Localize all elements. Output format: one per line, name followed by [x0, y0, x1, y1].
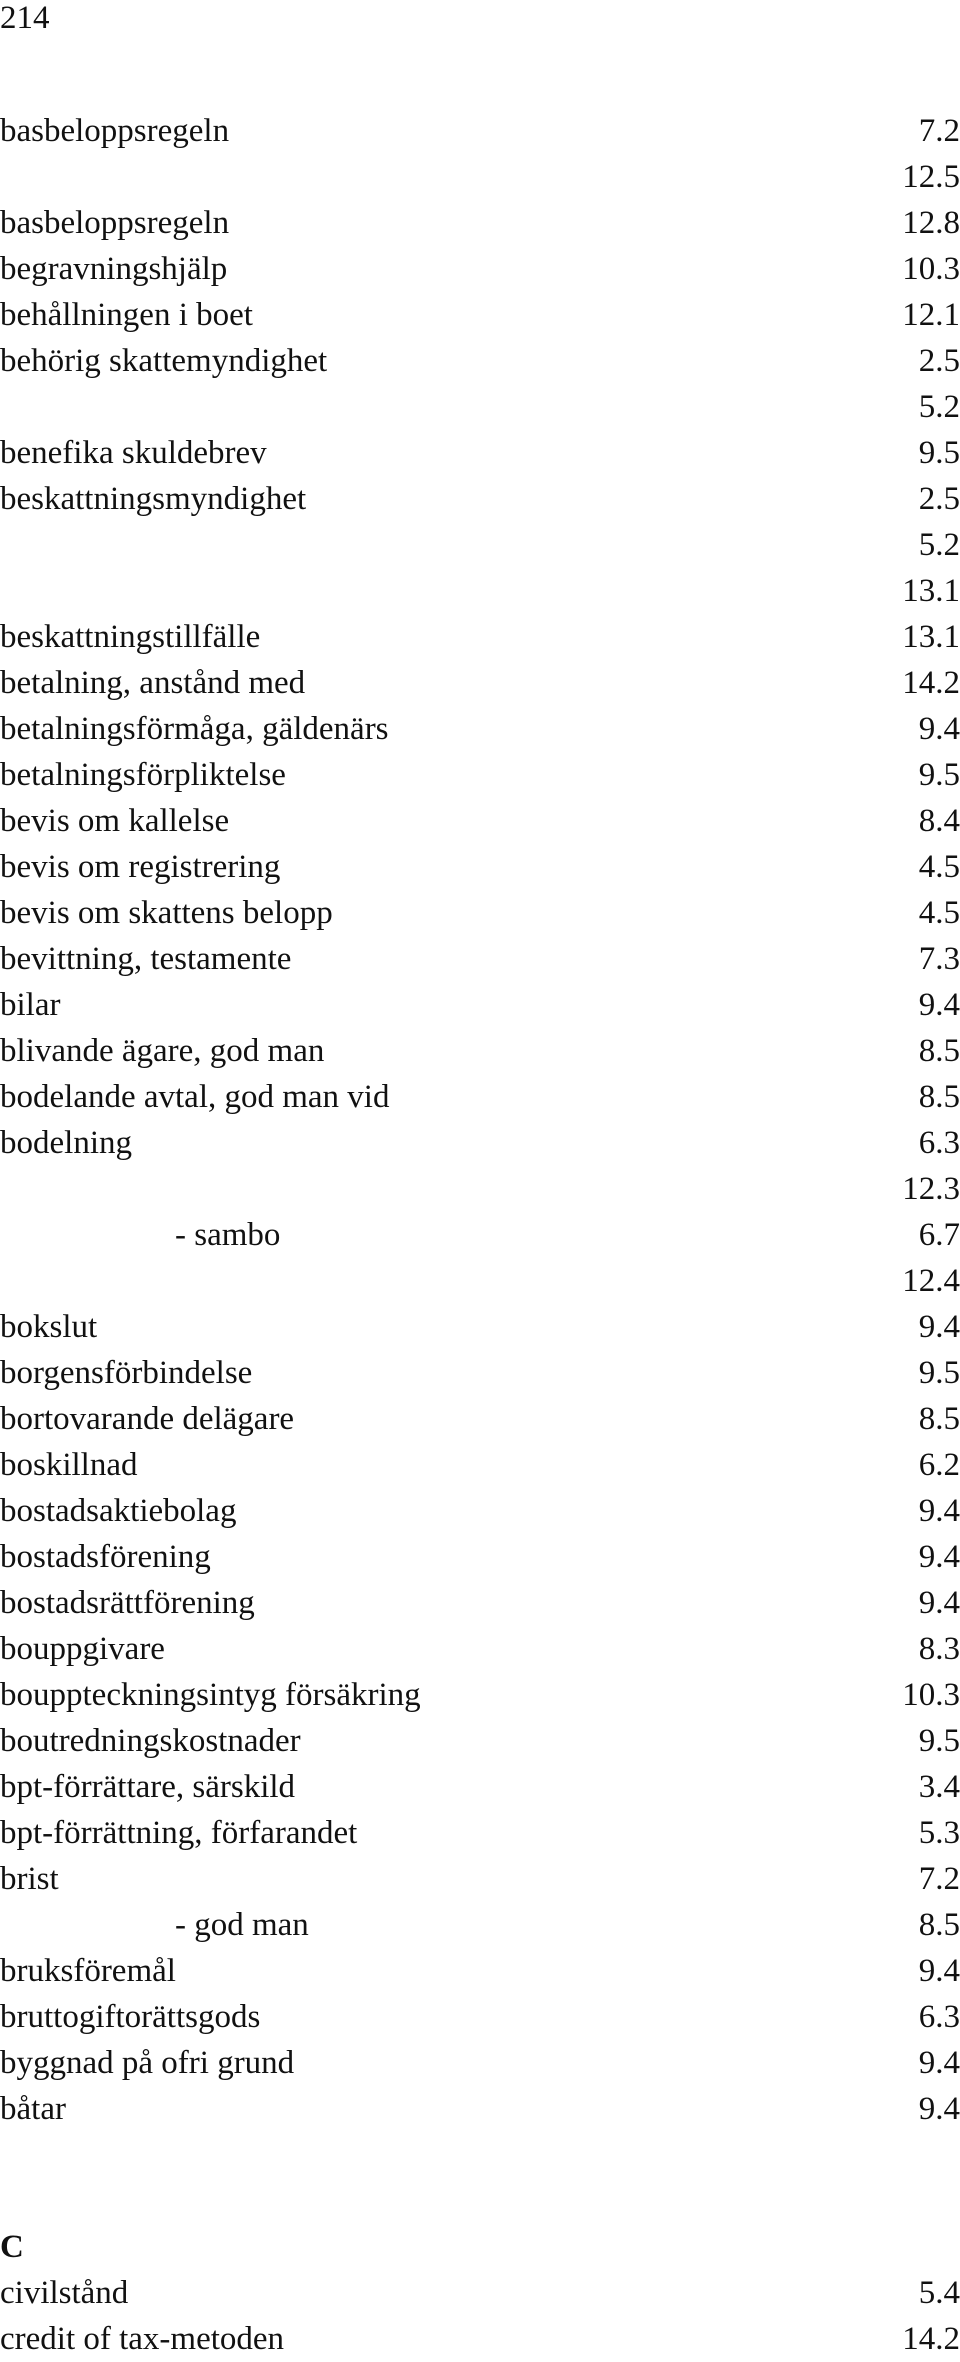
index-entry — [0, 1672, 960, 1718]
index-entry — [0, 1764, 960, 1810]
index-reference: 9.4 — [918, 1585, 960, 1621]
index-entry — [0, 1350, 960, 1396]
index-entry — [0, 522, 960, 568]
index-reference: 13.1 — [902, 619, 960, 655]
index-entry — [0, 1304, 960, 1350]
index-term: beskattningsmyndighet — [0, 481, 307, 517]
index-reference: 9.4 — [918, 1539, 960, 1575]
index-entry — [0, 1580, 960, 1626]
index-reference: 6.7 — [918, 1217, 960, 1253]
index-reference: 4.5 — [918, 895, 960, 931]
index-term: borgensförbindelse — [0, 1355, 253, 1391]
index-term: benefika skuldebrev — [0, 435, 267, 471]
index-entry — [0, 430, 960, 476]
index-term: bruksföremål — [0, 1953, 176, 1989]
index-subterm: - sambo — [175, 1217, 281, 1253]
index-term: boutredningskostnader — [0, 1723, 301, 1759]
index-entry — [0, 2086, 960, 2132]
index-term: credit of tax-metoden — [0, 2321, 285, 2357]
index-term: bokslut — [0, 1309, 98, 1345]
index-reference: 9.4 — [918, 1309, 960, 1345]
index-reference: 5.2 — [918, 527, 960, 563]
index-term: bostadsrättförening — [0, 1585, 255, 1621]
index-term: bevis om registrering — [0, 849, 281, 885]
index-term: civilstånd — [0, 2275, 129, 2311]
index-term: bevittning, testamente — [0, 941, 292, 977]
index-term: beskattningstillfälle — [0, 619, 261, 655]
index-entry — [0, 2270, 960, 2316]
index-entry — [0, 568, 960, 614]
index-reference: 9.5 — [918, 1723, 960, 1759]
index-entry — [0, 1212, 960, 1258]
index-reference: 8.3 — [918, 1631, 960, 1667]
index-entry — [0, 1810, 960, 1856]
index-reference: 12.4 — [902, 1263, 960, 1299]
index-reference: 12.1 — [902, 297, 960, 333]
index-reference: 6.3 — [918, 1125, 960, 1161]
index-entry — [0, 1488, 960, 1534]
index-reference: 8.4 — [918, 803, 960, 839]
index-entry — [0, 2316, 960, 2362]
index-entry — [0, 1120, 960, 1166]
index-entry — [0, 1856, 960, 1902]
index-term: brist — [0, 1861, 59, 1897]
index-term: bostadsförening — [0, 1539, 211, 1575]
index-entry — [0, 1396, 960, 1442]
index-reference: 14.2 — [902, 2321, 960, 2357]
index-entry — [0, 936, 960, 982]
index-term: behållningen i boet — [0, 297, 253, 333]
index-subterm: - god man — [175, 1907, 309, 1943]
index-reference: 7.2 — [918, 1861, 960, 1897]
index-entry — [0, 890, 960, 936]
index-reference: 2.5 — [918, 343, 960, 379]
index-term: bpt-förrättning, förfarandet — [0, 1815, 358, 1851]
index-term: bouppteckningsintyg försäkring — [0, 1677, 421, 1713]
index-term: begravningshjälp — [0, 251, 228, 287]
section-letter-c: C — [0, 2229, 24, 2265]
index-reference: 9.4 — [918, 2091, 960, 2127]
index-term: basbeloppsregeln — [0, 205, 230, 241]
index-term: bodelande avtal, god man vid — [0, 1079, 390, 1115]
index-reference: 9.4 — [918, 711, 960, 747]
index-reference: 9.5 — [918, 757, 960, 793]
index-entry — [0, 798, 960, 844]
index-reference: 10.3 — [902, 1677, 960, 1713]
index-entry — [0, 338, 960, 384]
section-spacer — [0, 2132, 960, 2224]
index-entry — [0, 660, 960, 706]
index-entry — [0, 1534, 960, 1580]
index-term: behörig skattemyndighet — [0, 343, 328, 379]
index-list — [0, 108, 960, 2362]
index-entry — [0, 1442, 960, 1488]
index-reference: 10.3 — [902, 251, 960, 287]
index-term: bostadsaktiebolag — [0, 1493, 237, 1529]
index-term: blivande ägare, god man — [0, 1033, 325, 1069]
index-entry — [0, 1994, 960, 2040]
index-term: bouppgivare — [0, 1631, 165, 1667]
index-entry — [0, 154, 960, 200]
index-term: byggnad på ofri grund — [0, 2045, 295, 2081]
index-term: bruttogiftorättsgods — [0, 1999, 261, 2035]
index-entry — [0, 384, 960, 430]
index-reference: 9.4 — [918, 1953, 960, 1989]
index-reference: 12.3 — [902, 1171, 960, 1207]
index-entry — [0, 292, 960, 338]
index-reference: 9.4 — [918, 987, 960, 1023]
index-term: bodelning — [0, 1125, 132, 1161]
index-reference: 5.2 — [918, 389, 960, 425]
index-reference: 9.5 — [918, 1355, 960, 1391]
index-term: boskillnad — [0, 1447, 138, 1483]
index-reference: 7.2 — [918, 113, 960, 149]
index-reference: 9.5 — [918, 435, 960, 471]
index-reference: 9.4 — [918, 2045, 960, 2081]
index-section-c — [0, 2270, 960, 2362]
index-reference: 8.5 — [918, 1033, 960, 1069]
index-term: betalning, anstånd med — [0, 665, 306, 701]
index-reference: 12.5 — [902, 159, 960, 195]
index-entry — [0, 752, 960, 798]
index-entry — [0, 1258, 960, 1304]
index-reference: 3.4 — [918, 1769, 960, 1805]
index-entry — [0, 246, 960, 292]
index-entry — [0, 706, 960, 752]
page-number: 214 — [0, 0, 50, 36]
index-term: båtar — [0, 2091, 66, 2127]
index-reference: 8.5 — [918, 1907, 960, 1943]
index-term: basbeloppsregeln — [0, 113, 230, 149]
index-reference: 14.2 — [902, 665, 960, 701]
index-entry — [0, 200, 960, 246]
index-entry — [0, 1902, 960, 1948]
index-entry — [0, 982, 960, 1028]
index-reference: 6.2 — [918, 1447, 960, 1483]
index-entry — [0, 844, 960, 890]
index-term: betalningsförmåga, gäldenärs — [0, 711, 389, 747]
index-entry — [0, 476, 960, 522]
index-term: bevis om kallelse — [0, 803, 230, 839]
index-reference: 7.3 — [918, 941, 960, 977]
index-reference: 5.3 — [918, 1815, 960, 1851]
index-entry — [0, 2040, 960, 2086]
index-reference: 13.1 — [902, 573, 960, 609]
index-entry — [0, 1166, 960, 1212]
index-reference: 2.5 — [918, 481, 960, 517]
index-reference: 5.4 — [918, 2275, 960, 2311]
index-reference: 8.5 — [918, 1079, 960, 1115]
index-term: bortovarande delägare — [0, 1401, 295, 1437]
index-entry — [0, 614, 960, 660]
index-entry — [0, 1028, 960, 1074]
index-term: bpt-förrättare, särskild — [0, 1769, 296, 1805]
index-reference: 4.5 — [918, 849, 960, 885]
index-term: bilar — [0, 987, 61, 1023]
index-section-b — [0, 108, 960, 2132]
index-entry — [0, 1626, 960, 1672]
index-reference: 9.4 — [918, 1493, 960, 1529]
index-entry — [0, 1948, 960, 1994]
index-entry — [0, 1718, 960, 1764]
index-entry — [0, 1074, 960, 1120]
index-reference: 12.8 — [902, 205, 960, 241]
index-term: betalningsförpliktelse — [0, 757, 286, 793]
index-term: bevis om skattens belopp — [0, 895, 333, 931]
index-entry — [0, 108, 960, 154]
index-reference: 8.5 — [918, 1401, 960, 1437]
index-reference: 6.3 — [918, 1999, 960, 2035]
